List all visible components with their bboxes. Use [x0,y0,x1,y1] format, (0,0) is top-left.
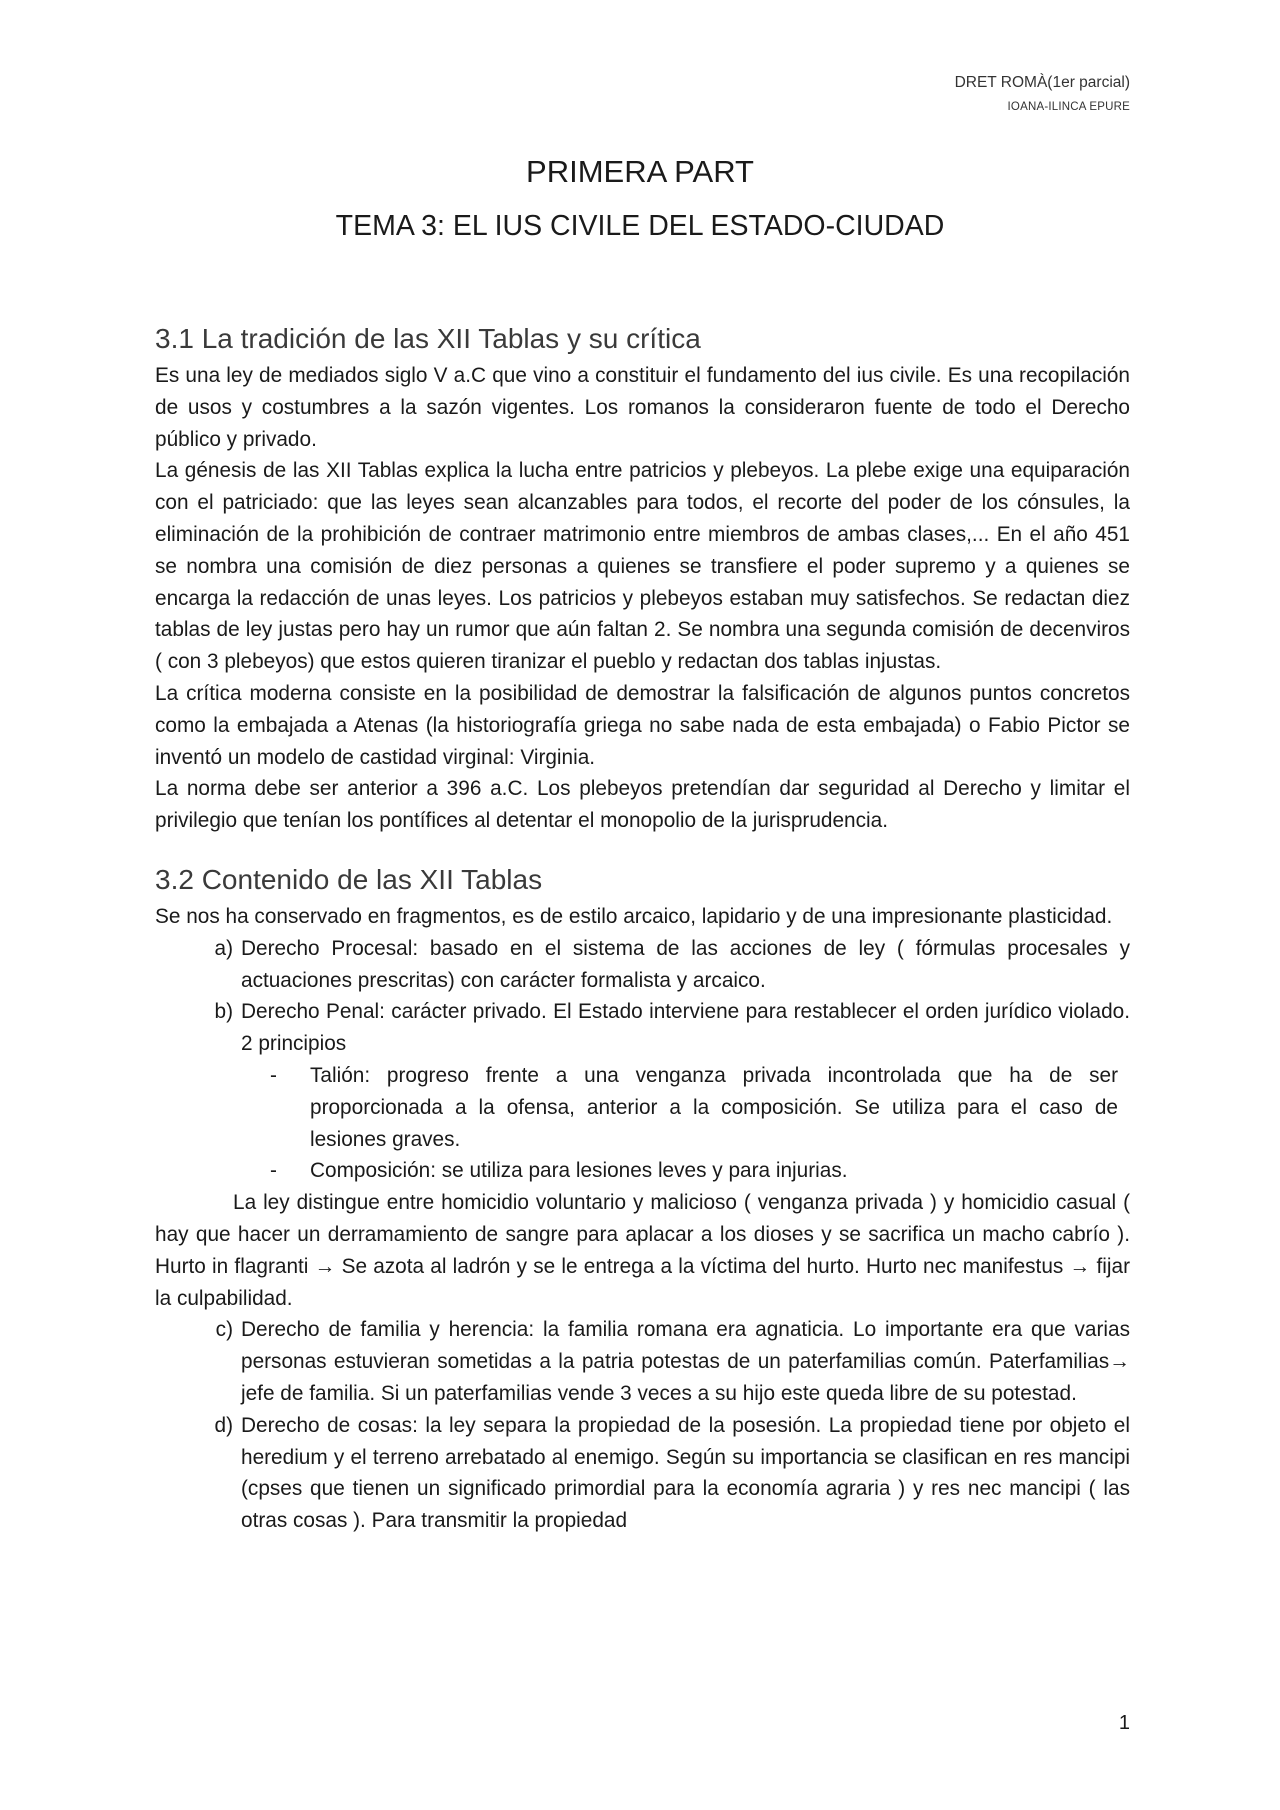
list-item-text: Derecho de familia y herencia: la familia romana era agnaticia. Lo importante era que varias personas estuvieran sometidas a la patria potestas de un paterfamilias común. Paterfamilias→ jefe de familia. Si un paterfamilias vende 3 veces a su hijo este queda libre de su potestad. [241,1318,1130,1405]
document-body [155,320,1130,1537]
sub-item-text: Talión: progreso frente a una venganza privada incontrolada que ha de ser proporcionada a la ofensa, anterior a la composición. Se utiliza para el caso de lesiones graves. [310,1063,1118,1151]
list-item-b [155,996,1130,1060]
paragraph: La norma debe ser anterior a 396 a.C. Los plebeyos pretendían dar seguridad al Derecho y limitar el privilegio que tenían los pontífices al detentar el monopolio de la jurisprudencia. [155,777,1130,833]
topic-title: TEMA 3: EL IUS CIVILE DEL ESTADO-CIUDAD [335,210,945,242]
list-marker: a) [214,936,233,960]
list-item-a [155,933,1130,997]
sub-item-text: Composición: se utiliza para lesiones leves y para injurias. [310,1159,848,1183]
list-item-c [155,1314,1130,1409]
dash-marker: - [270,1159,277,1183]
sub-item-composicion [155,1155,1130,1187]
section-2-intro: Se nos ha conservado en fragmentos, es de estilo arcaico, lapidario y de una impresionante plasticidad. [155,904,1113,928]
part-title: PRIMERA PART [526,154,754,189]
list-item-text: Derecho de cosas: la ley separa la propiedad de la posesión. La propiedad tiene por objeto el heredium y el terreno arrebatado al enemigo. Según su importancia se clasifican en res mancipi (cpses que tienen un significado primordial para la economía agraria ) y res nec mancipi ( las otras cosas ). Para transmitir la propiedad [241,1413,1130,1533]
header-author: IOANA-ILINCA EPURE [1007,101,1130,113]
section-2-heading: 3.2 Contenido de las XII Tablas [155,863,543,895]
penal-paragraph: La ley distingue entre homicidio voluntario y malicioso ( venganza privada ) y homicidio casual ( hay que hacer un derramamiento de sangre para aplacar a los dioses y se sacrifica un macho cabrío ). Hurto in flagranti → Se azota al ladrón y se le entrega a la víctima del hurto. Hurto nec manifestus → fijar la culpabilidad. [155,1191,1130,1310]
list-item-d [155,1410,1130,1537]
header-course: DRET ROMÀ(1er parcial) [954,74,1130,91]
dash-marker: - [270,1063,277,1087]
list-marker: d) [214,1413,233,1437]
list-item-text: Derecho Procesal: basado en el sistema de las acciones de ley ( fórmulas procesales y actuaciones prescritas) con carácter formalista y arcaico. [241,936,1130,992]
list-item-text: Derecho Penal: carácter privado. El Estado interviene para restablecer el orden jurídico violado. 2 principios [241,1000,1130,1056]
paragraph: Es una ley de mediados siglo V a.C que vino a constituir el fundamento del ius civile. Es una recopilación de usos y costumbres a la sazón vigentes. Los romanos la consideraron fuente de todo el Derecho público y privado. [155,364,1130,451]
list-marker: c) [215,1318,233,1342]
section-1-heading: 3.1 La tradición de las XII Tablas y su crítica [155,323,701,354]
paragraph: La crítica moderna consiste en la posibilidad de demostrar la falsificación de algunos puntos concretos como la embajada a Atenas (la historiografía griega no sabe nada de esta embajada) o Fabio Pictor se inventó un modelo de castidad virginal: Virginia. [155,681,1130,769]
paragraph: La génesis de las XII Tablas explica la lucha entre patricios y plebeyos. La plebe exige una equiparación con el patriciado: que las leyes sean alcanzables para todos, el recorte del poder de los cónsules, la eliminación de la prohibición de contraer matrimonio entre miembros de ambas clases,... En el año 451 se nombra una comisión de diez personas a quienes se transfiere el poder supremo y a quienes se encarga la redacción de unas leyes. Los patricios y plebeyos estaban muy satisfechos. Se redactan diez tablas de ley justas pero hay un rumor que aún faltan 2. Se nombra una segunda comisión de decenviros ( con 3 plebeyos) que estos quieren tiranizar el pueblo y redactan dos tablas injustas. [155,459,1130,674]
page-number: 1 [1118,1712,1130,1734]
sub-item-talion [155,1060,1130,1155]
list-marker: b) [214,1000,233,1024]
